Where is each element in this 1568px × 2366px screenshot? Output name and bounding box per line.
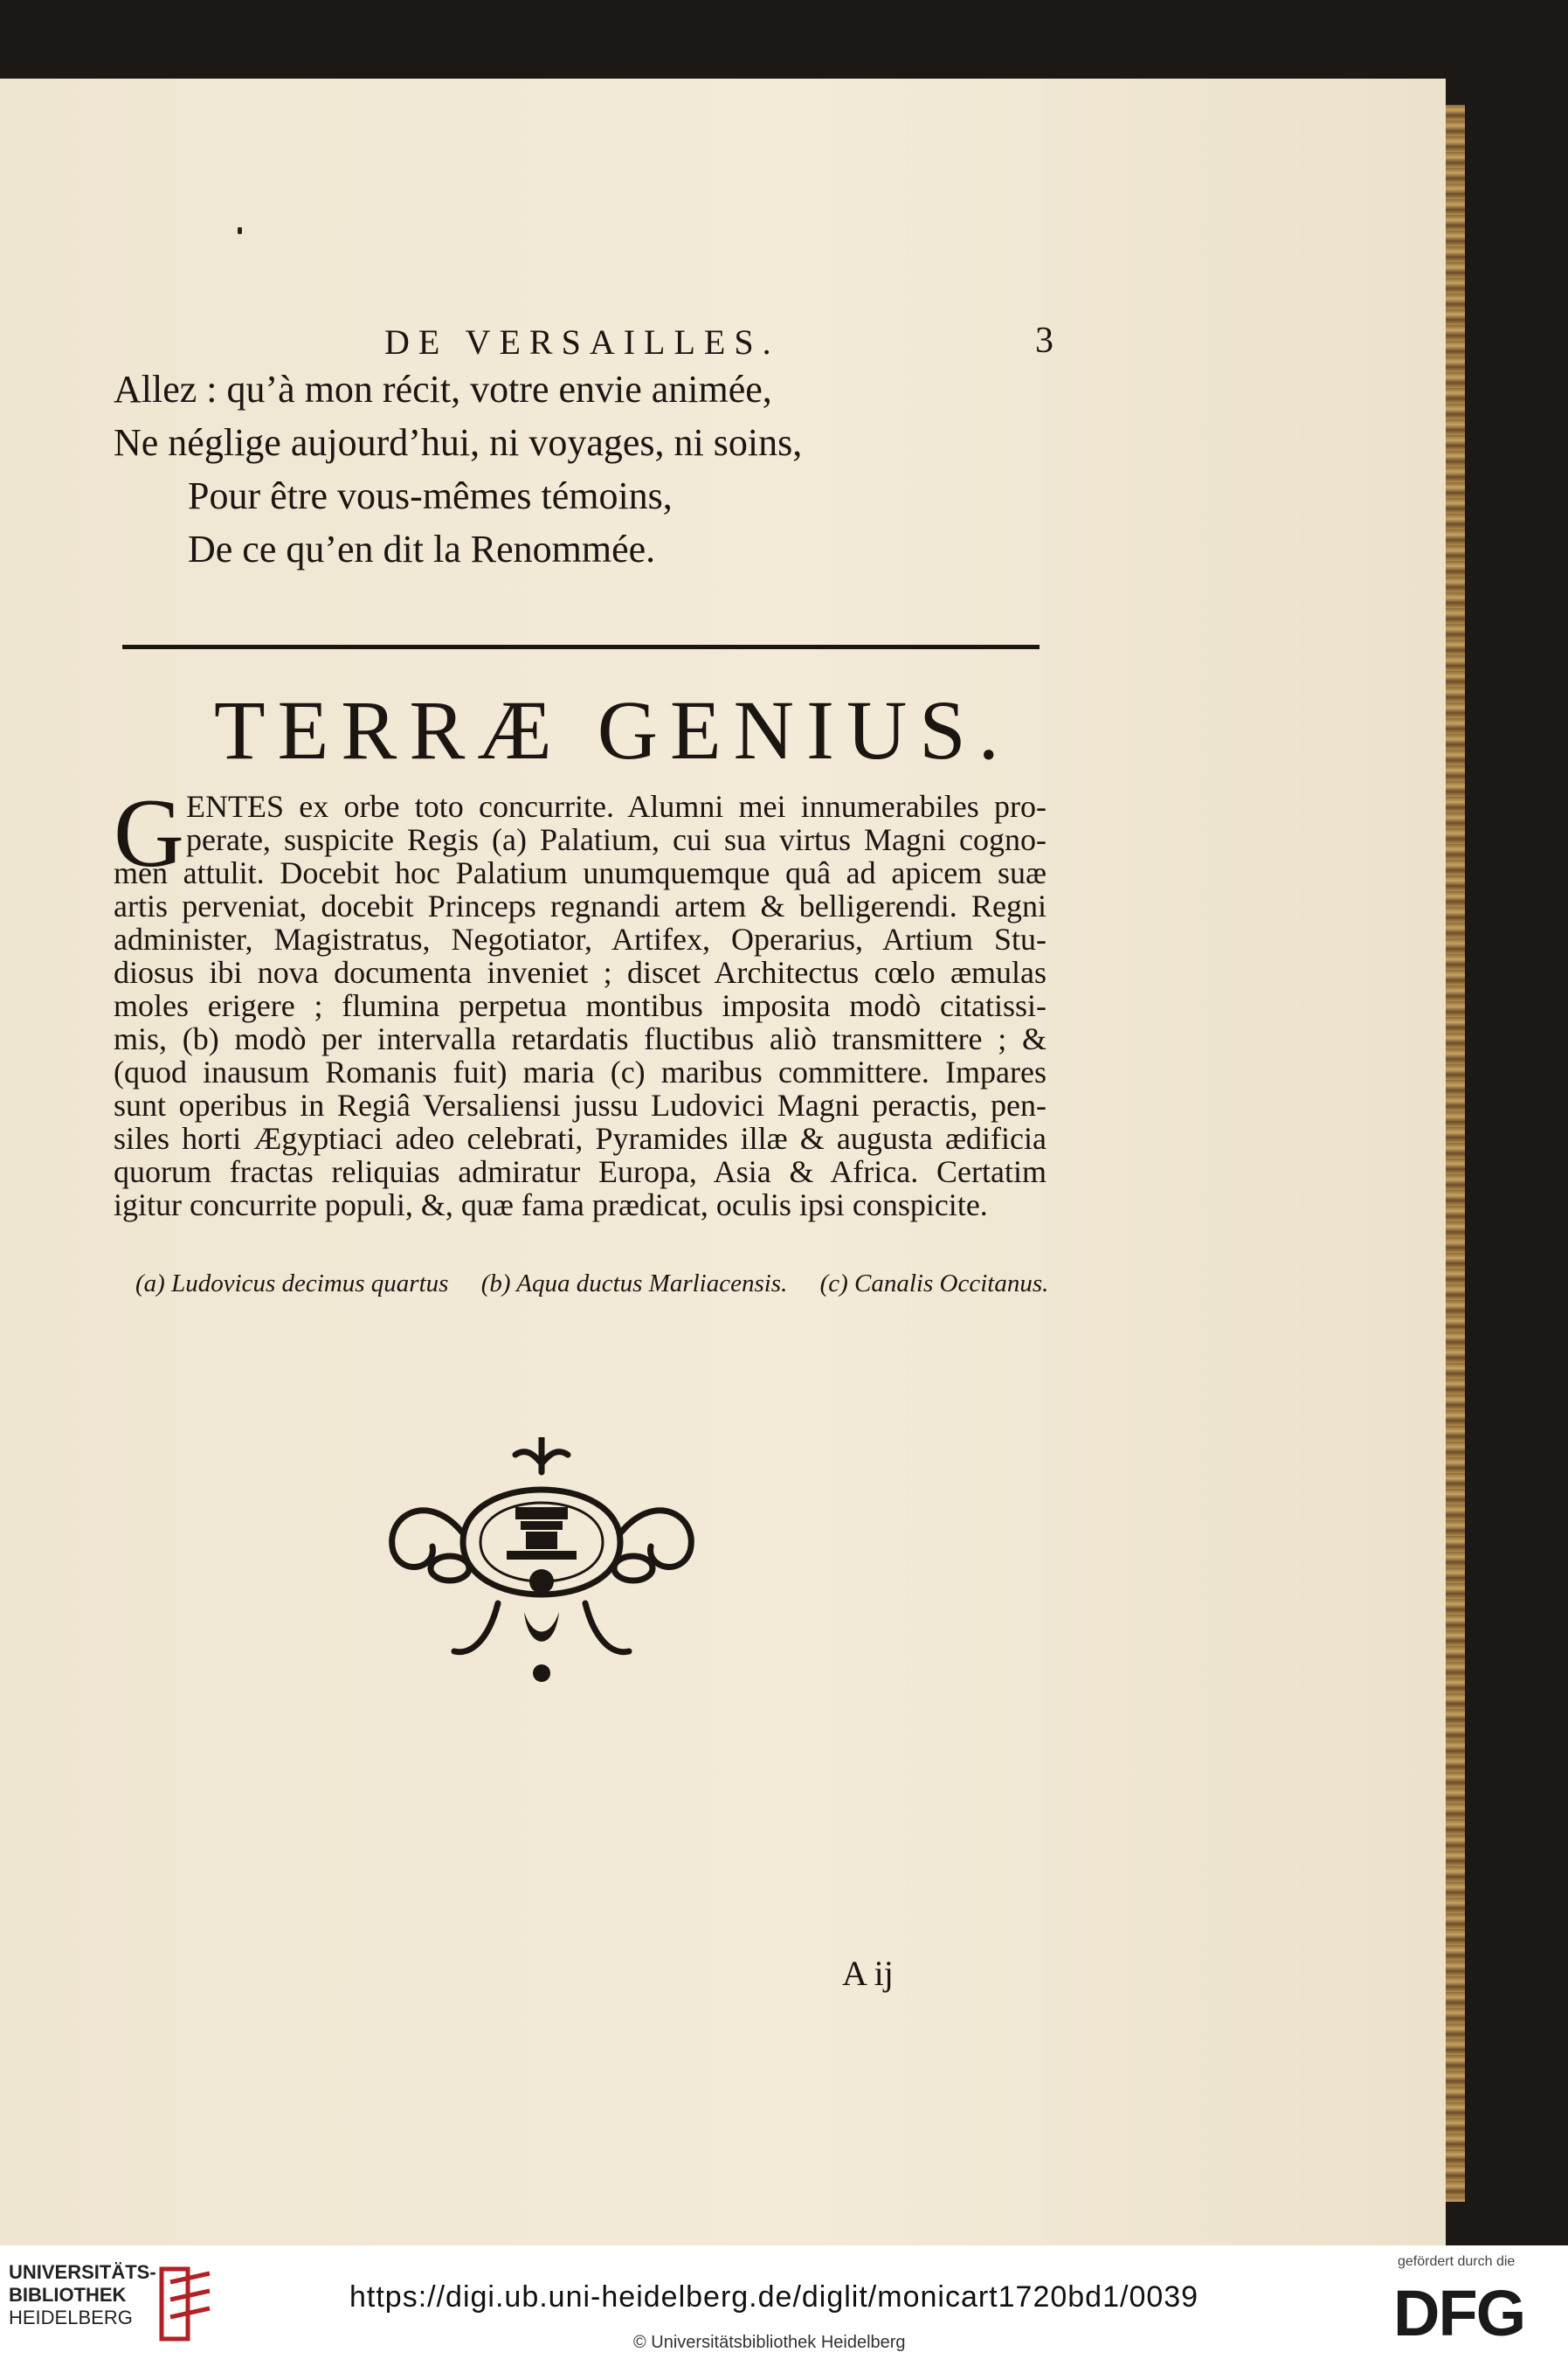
viewer-footer bbox=[0, 2245, 1568, 2366]
verse-line: Pour être vous-mêmes témoins, bbox=[188, 474, 673, 517]
footnote-a: (a) Ludovicus decimus quartus bbox=[135, 1269, 449, 1297]
prose-line: siles horti Ægyptiaci adeo celebrati, Pyramides illæ & augusta ædificia bbox=[114, 1121, 1046, 1156]
prose-line: administer, Magistratus, Negotiator, Artifex, Operarius, Artium Stu- bbox=[114, 922, 1046, 957]
scanned-page bbox=[0, 79, 1446, 2245]
library-name: UNIVERSITÄTS- BIBLIOTHEK HEIDELBERG bbox=[9, 2261, 156, 2328]
running-head: DE VERSAILLES. bbox=[384, 322, 780, 362]
prose-line: moles erigere ; flumina perpetua montibus imposita modò citatissi- bbox=[114, 988, 1046, 1023]
footnotes bbox=[135, 1269, 1074, 1298]
prose-line: artis perveniat, docebit Princeps regnandi artem & belligerendi. Regni bbox=[114, 889, 1046, 924]
section-rule bbox=[122, 645, 1040, 649]
verse-line: Ne néglige aujourd’hui, ni voyages, ni soins, bbox=[114, 421, 803, 464]
prose-line: perate, suspicite Regis (a) Palatium, cui sua virtus Magni cogno- bbox=[186, 822, 1046, 857]
section-title: TERRÆ GENIUS. bbox=[214, 683, 1012, 777]
prose-line: men attulit. Docebit hoc Palatium unumquemque quâ ad apicem suæ bbox=[114, 855, 1046, 890]
prose-line: mis, (b) modò per intervalla retardatis fluctibus aliò transmittere ; & bbox=[114, 1021, 1046, 1056]
verse-line: De ce qu’en dit la Renommée. bbox=[188, 528, 656, 571]
dfg-logo: DFG bbox=[1393, 2277, 1525, 2349]
verse-line: Allez : qu’à mon récit, votre envie animée, bbox=[114, 368, 772, 411]
prose-line: ENTES ex orbe toto concurrite. Alumni mei innumerabiles pro- bbox=[186, 789, 1046, 824]
page-number: 3 bbox=[1035, 321, 1053, 361]
signature-mark: A ij bbox=[842, 1954, 894, 1993]
ornamental-vignette bbox=[367, 1437, 716, 1691]
prose-line: igitur concurrite populi, &, quæ fama prædicat, oculis ipsi conspicite. bbox=[114, 1187, 988, 1222]
document-url-link[interactable]: https://digi.ub.uni-heidelberg.de/diglit/monicart1720bd1/0039 bbox=[349, 2280, 1199, 2314]
footnote-c: (c) Canalis Occitanus. bbox=[819, 1269, 1049, 1297]
prose-line: sunt operibus in Regiâ Versaliensi jussu Ludovici Magni peractis, pen- bbox=[114, 1088, 1046, 1123]
copyright-notice: © Universitätsbibliothek Heidelberg bbox=[633, 2333, 906, 2352]
prose-line: quorum fractas reliquias admiratur Europa, Asia & Africa. Certatim bbox=[114, 1154, 1046, 1189]
drop-cap: G bbox=[114, 779, 184, 888]
gilt-page-edge bbox=[1446, 105, 1465, 2202]
university-library-logo-icon bbox=[157, 2265, 218, 2343]
prose-line: (quod inausum Romanis fuit) maria (c) maribus committere. Impares bbox=[114, 1055, 1046, 1090]
footnote-b: (b) Aqua ductus Marliacensis. bbox=[480, 1269, 788, 1297]
funding-label: gefördert durch die bbox=[1398, 2254, 1516, 2269]
prose-line: diosus ibi nova documenta inveniet ; discet Architectus cœlo æmulas bbox=[114, 955, 1046, 990]
ink-speck bbox=[238, 227, 242, 234]
